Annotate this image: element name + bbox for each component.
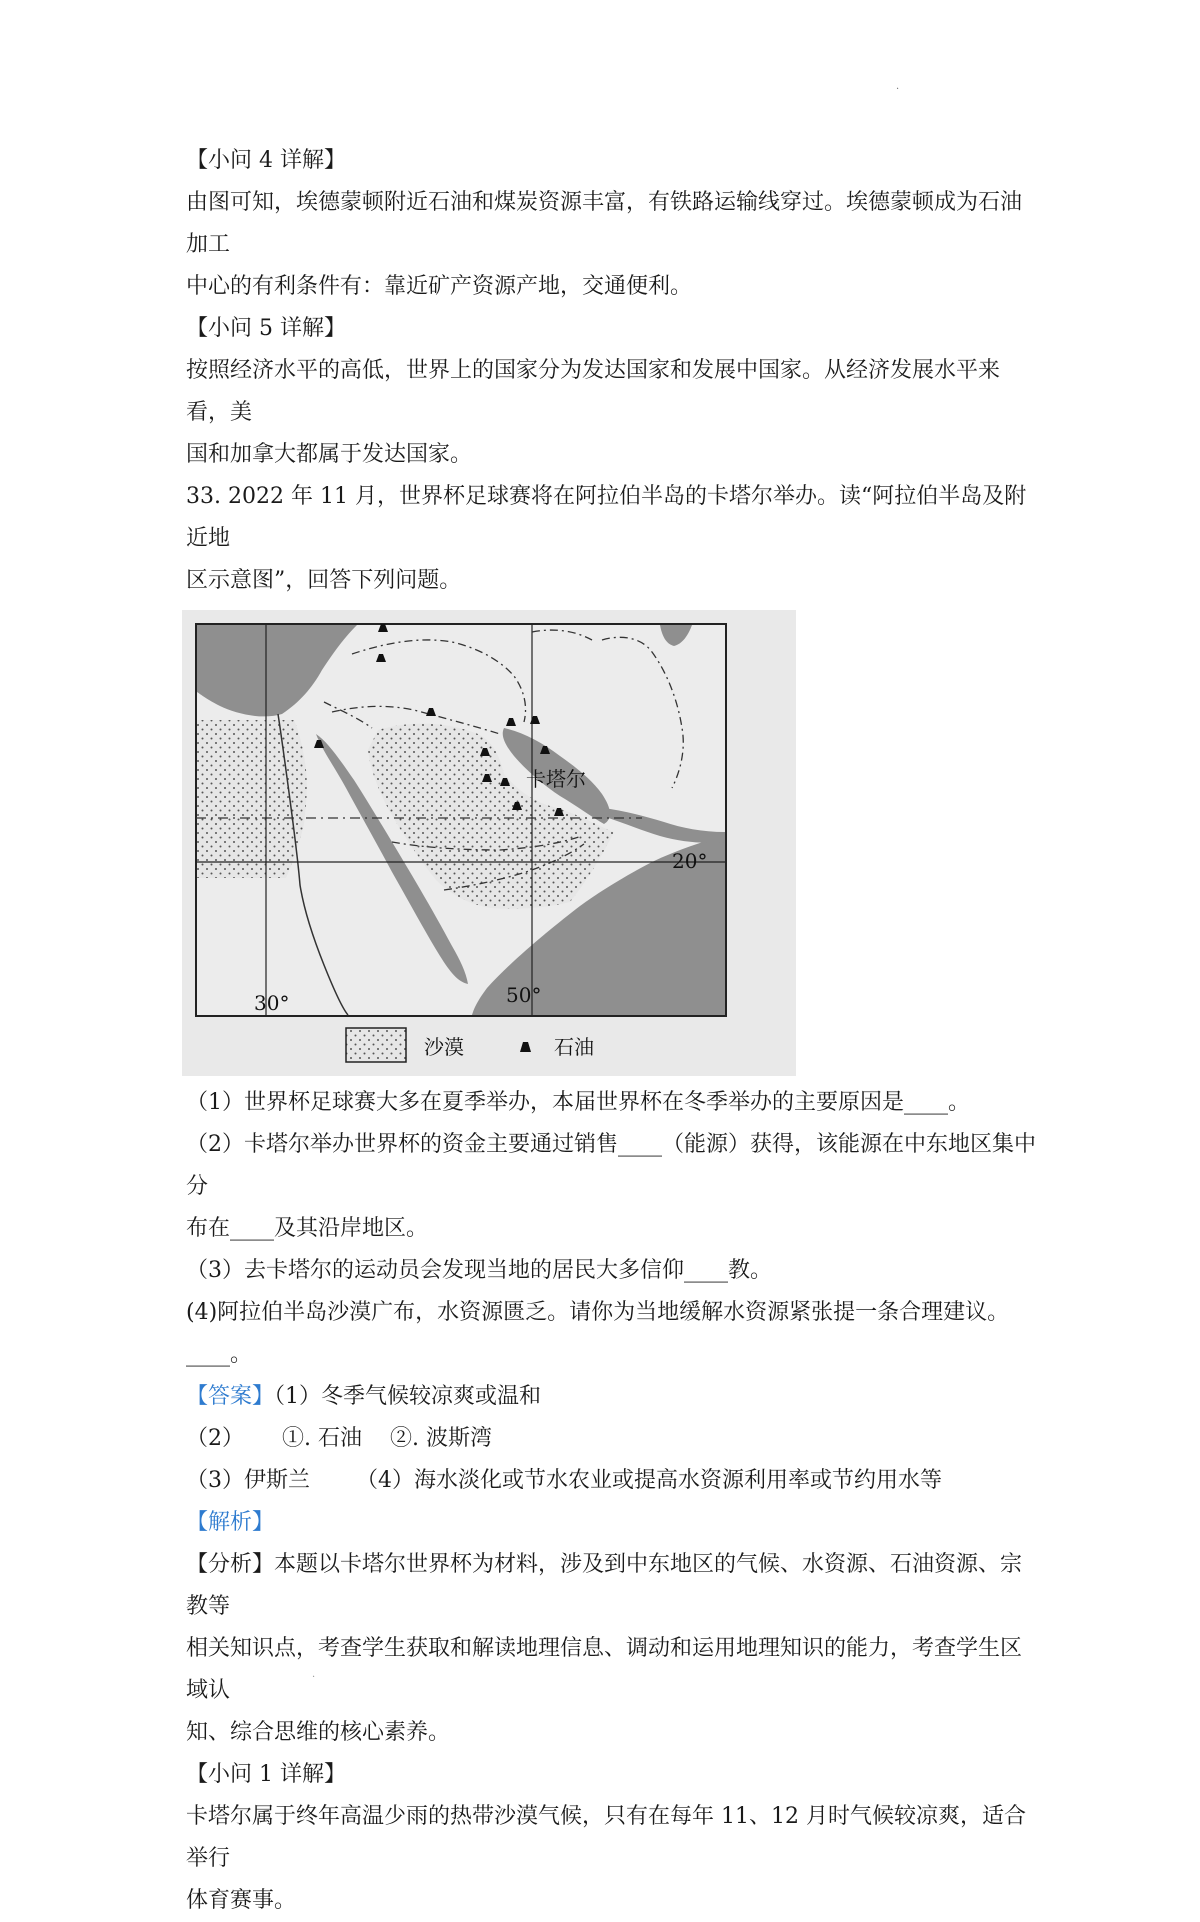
q5-line-2: 国和加拿大都属于发达国家。 [186, 442, 473, 467]
question-4: (4)阿拉伯半岛沙漠广布，水资源匮乏。请你为当地缓解水资源紧张提一条合理建议。____。 [186, 1300, 1010, 1367]
q33-stem-line-1: 33. 2022 年 11 月，世界杯足球赛将在阿拉伯半岛的卡塔尔举办。读“阿拉伯半岛及附近地 [186, 484, 1027, 551]
analysis-line-2: 相关知识点，考查学生获取和解读地理信息、调动和运用地理知识的能力，考查学生区域认 [186, 1636, 1023, 1703]
question-3: （3）去卡塔尔的运动员会发现当地的居民大多信仰____教。 [186, 1258, 772, 1283]
q4-line-2: 中心的有利条件有：靠近矿产资源产地，交通便利。 [186, 274, 693, 299]
answer-2-option-2: ②. 波斯湾 [390, 1426, 492, 1451]
q1-line-2: 体育赛事。 [186, 1888, 297, 1913]
q5-line-1: 按照经济水平的高低，世界上的国家分为发达国家和发展中国家。从经济发展水平来看，美 [186, 358, 1001, 425]
answer-line-3 [186, 1460, 1036, 1502]
analysis-tag: 【解析】 [186, 1510, 275, 1535]
footer-mark: · [312, 1672, 316, 1683]
answer-line-2 [186, 1418, 1036, 1460]
legend-desert-label: 沙漠 [424, 1035, 464, 1059]
answer-2-option-1: ①. 石油 [282, 1426, 362, 1451]
analysis-line-1: 【分析】本题以卡塔尔世界杯为材料，涉及到中东地区的气候、水资源、石油资源、宗教等 [186, 1552, 1023, 1619]
answer-1: （1）冬季气候较凉爽或温和 [274, 1384, 542, 1409]
lat-20-label: 20° [672, 849, 708, 873]
lon-50-label: 50° [506, 983, 542, 1007]
q33-stem-line-2: 区示意图”，回答下列问题。 [186, 568, 462, 593]
answer-line-1 [186, 1376, 1036, 1418]
q4-line-1: 由图可知，埃德蒙顿附近石油和煤炭资源丰富，有铁路运输线穿过。埃德蒙顿成为石油加工 [186, 190, 1023, 257]
question-2-line-1: （2）卡塔尔举办世界杯的资金主要通过销售____（能源）获得，该能源在中东地区集中分 [186, 1132, 1036, 1199]
answer-2-number: （2） [186, 1426, 244, 1451]
q4-heading: 【小问 4 详解】 [186, 148, 346, 173]
question-1: （1）世界杯足球赛大多在夏季举办，本届世界杯在冬季举办的主要原因是____。 [186, 1090, 970, 1115]
answer-4: （4）海水淡化或节水农业或提高水资源利用率或节约用水等 [356, 1468, 942, 1493]
q1-heading: 【小问 1 详解】 [186, 1762, 346, 1787]
q1-line-1: 卡塔尔属于终年高温少雨的热带沙漠气候，只有在每年 11、12 月时气候较凉爽，适合举行 [186, 1804, 1026, 1871]
arabian-peninsula-map [182, 610, 796, 1076]
answer-tag: 【答案】 [186, 1384, 275, 1409]
analysis-line-3: 知、综合思维的核心素养。 [186, 1720, 451, 1745]
lon-30-label: 30° [254, 991, 290, 1015]
legend-desert-swatch [346, 1028, 406, 1062]
question-2-line-2: 布在____及其沿岸地区。 [186, 1216, 429, 1241]
q5-heading: 【小问 5 详解】 [186, 316, 346, 341]
legend-oil-label: 石油 [554, 1035, 594, 1059]
document-body [186, 140, 1036, 1922]
qatar-label: 卡塔尔 [526, 767, 586, 791]
header-mark: · [896, 84, 900, 95]
answer-3: （3）伊斯兰 [186, 1468, 310, 1493]
